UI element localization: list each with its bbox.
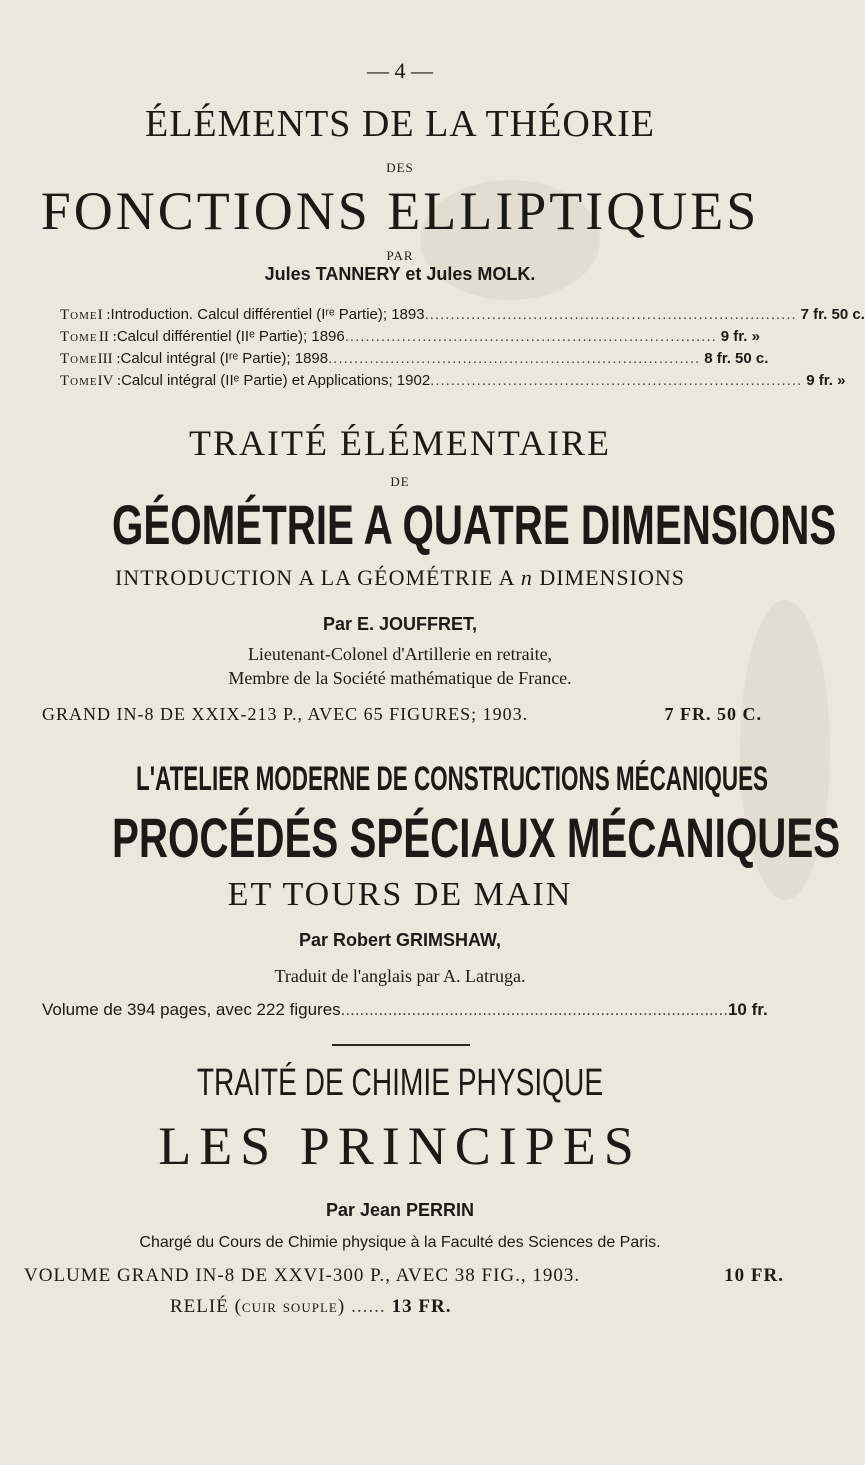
book2-role2: Membre de la Société mathématique de France.	[228, 668, 572, 688]
tome-row-4: Tome IV : Calcul intégral (IIᵉ Partie) et Applications; 1902 ........................................................................ 9 fr. »	[60, 372, 846, 389]
book3-title: PROCÉDÉS SPÉCIAUX MÉCANIQUES	[112, 806, 841, 869]
book2-pre-title: TRAITÉ ÉLÉMENTAIRE	[188, 423, 612, 463]
leader-dots: ........................................................................	[424, 306, 797, 323]
book4-relie-row: RELIÉ (cuir souple) ...... 13 FR.	[170, 1296, 452, 1317]
book1-des: DES	[386, 160, 414, 175]
book3-subtitle: ET TOURS DE MAIN	[227, 876, 573, 913]
book4-details-row: VOLUME GRAND IN-8 DE XXVI-300 P., AVEC 38 FIG., 1903. 10 FR.	[24, 1265, 784, 1286]
leader-dots: ........................................................................	[430, 372, 803, 389]
book2-subtitle: INTRODUCTION A LA GÉOMÉTRIE A n DIMENSIONS	[114, 565, 685, 590]
book1-par: PAR	[386, 248, 414, 263]
leader-dots: ..................................................................................	[340, 1000, 728, 1019]
tome-row-3: Tome III : Calcul intégral (Iʳᵉ Partie); 1898 ........................................................................ 8 fr. 50 c.	[60, 350, 769, 367]
book3-translator: Traduit de l'anglais par A. Latruga.	[274, 966, 526, 986]
tome-row-1: Tome I : Introduction. Calcul différentiel (Iʳᵉ Partie); 1893 ........................................................................ 7 fr. 50 c.	[60, 306, 865, 323]
book4-title: LES PRINCIPES	[158, 1116, 642, 1176]
book2-de: DE	[390, 474, 410, 489]
book2-details-row: GRAND IN-8 DE XXIX-213 P., AVEC 65 FIGURES; 1903. 7 FR. 50 C.	[42, 704, 762, 724]
book2-role1: Lieutenant-Colonel d'Artillerie en retraite,	[247, 644, 553, 664]
book4-role: Chargé du Cours de Chimie physique à la Faculté des Sciences de Paris.	[139, 1234, 661, 1251]
page-number: — 4 —	[367, 58, 433, 83]
leader-dots: ........................................................................	[328, 350, 701, 367]
book3-author: Par Robert GRIMSHAW,	[298, 930, 502, 950]
book4-author: Par Jean PERRIN	[325, 1200, 475, 1220]
book3-details-row: Volume de 394 pages, avec 222 figures .................................................................................. 10 fr.	[42, 1000, 768, 1019]
book1-title-line1: ÉLÉMENTS DE LA THÉORIE	[145, 103, 655, 145]
tome-row-2: Tome II : Calcul différentiel (IIᵉ Partie); 1896 ........................................................................ 9 fr. »	[60, 328, 760, 345]
book3-pre-title: L'ATELIER MODERNE DE CONSTRUCTIONS MÉCANIQUES	[136, 760, 769, 798]
divider-rule	[332, 1044, 470, 1046]
book1-authors: Jules TANNERY et Jules MOLK.	[264, 264, 536, 284]
leader-dots: ........................................................................	[344, 328, 717, 345]
book2-author: Par E. JOUFFRET,	[322, 614, 478, 634]
book1-title-line2: FONCTIONS ELLIPTIQUES	[40, 181, 760, 241]
leader-dots: ......	[351, 1296, 386, 1317]
book2-title: GÉOMÉTRIE A QUATRE DIMENSIONS	[112, 493, 837, 556]
book4-pre-title: TRAITÉ DE CHIMIE PHYSIQUE	[196, 1062, 604, 1104]
